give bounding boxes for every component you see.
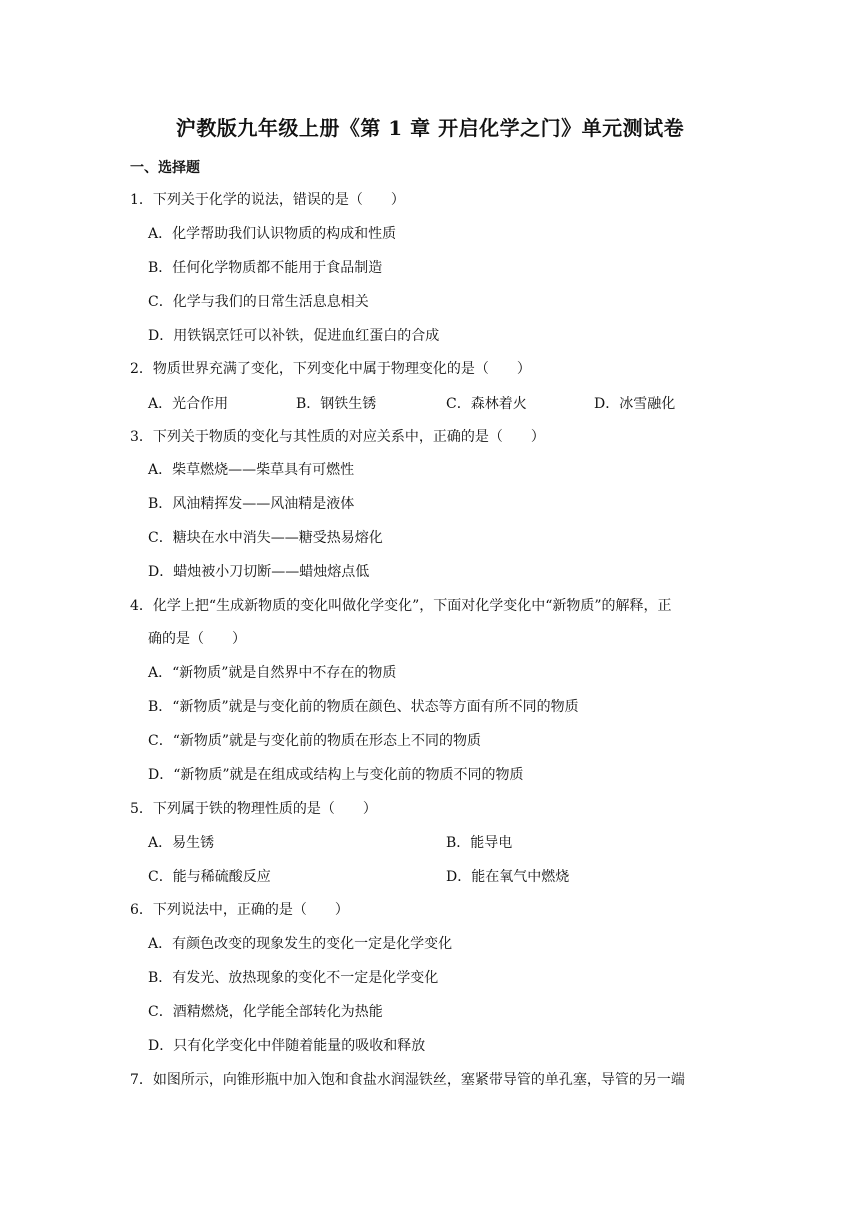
question-2-option-a: A．光合作用 [148,396,229,412]
question-4-option-b: B．“新物质”就是与变化前的物质在颜色、状态等方面有所不同的物质 [148,699,579,715]
question-3-option-b: B．风油精挥发——风油精是液体 [148,496,355,512]
question-5-option-a: A．易生锈 [148,835,215,851]
question-1-option-c: C．化学与我们的日常生活息息相关 [148,294,369,310]
question-5-stem: 5．下列属于铁的物理性质的是（ ） [130,801,377,817]
question-1-stem: 1．下列关于化学的说法，错误的是（ ） [130,192,405,208]
question-4-option-d: D．“新物质”就是在组成或结构上与变化前的物质不同的物质 [148,767,524,783]
question-3-option-a: A．柴草燃烧——柴草具有可燃性 [148,462,355,478]
question-5-option-b: B．能导电 [446,835,513,851]
question-2-option-d: D．冰雪融化 [594,396,676,412]
question-7-stem: 7．如图所示，向锥形瓶中加入饱和食盐水润湿铁丝，塞紧带导管的单孔塞，导管的另一端 [130,1072,685,1088]
question-4-stem: 4．化学上把“生成新物质的变化叫做化学变化”，下面对化学变化中“新物质”的解释，正 [130,598,672,614]
question-6-option-b: B．有发光、放热现象的变化不一定是化学变化 [148,970,439,986]
document-title: 沪教版九年级上册《第 1 章 开启化学之门》单元测试卷 [175,116,685,140]
question-3-stem: 3．下列关于物质的变化与其性质的对应关系中，正确的是（ ） [130,429,545,445]
section-heading: 一、选择题 [130,160,200,176]
question-4-option-a: A．“新物质”就是自然界中不存在的物质 [148,665,397,681]
question-4-stem-continued: 确的是（ ） [148,631,246,647]
question-3-option-c: C．糖块在水中消失——糖受热易熔化 [148,530,383,546]
question-6-option-c: C．酒精燃烧，化学能全部转化为热能 [148,1004,383,1020]
question-3-option-d: D．蜡烛被小刀切断——蜡烛熔点低 [148,564,370,580]
question-5-option-d: D．能在氧气中燃烧 [446,869,570,885]
question-2-stem: 2．物质世界充满了变化，下列变化中属于物理变化的是（ ） [130,361,531,377]
question-6-option-d: D．只有化学变化中伴随着能量的吸收和释放 [148,1038,426,1054]
question-1-option-a: A．化学帮助我们认识物质的构成和性质 [148,226,397,242]
question-2-option-b: B．钢铁生锈 [296,396,377,412]
question-6-stem: 6．下列说法中，正确的是（ ） [130,902,349,918]
question-2-option-c: C．森林着火 [446,396,527,412]
question-5-option-c: C．能与稀硫酸反应 [148,869,271,885]
question-1-option-d: D．用铁锅烹饪可以补铁，促进血红蛋白的合成 [148,328,440,344]
question-4-option-c: C．“新物质”就是与变化前的物质在形态上不同的物质 [148,733,482,749]
question-1-option-b: B．任何化学物质都不能用于食品制造 [148,260,383,276]
question-6-option-a: A．有颜色改变的现象发生的变化一定是化学变化 [148,936,453,952]
